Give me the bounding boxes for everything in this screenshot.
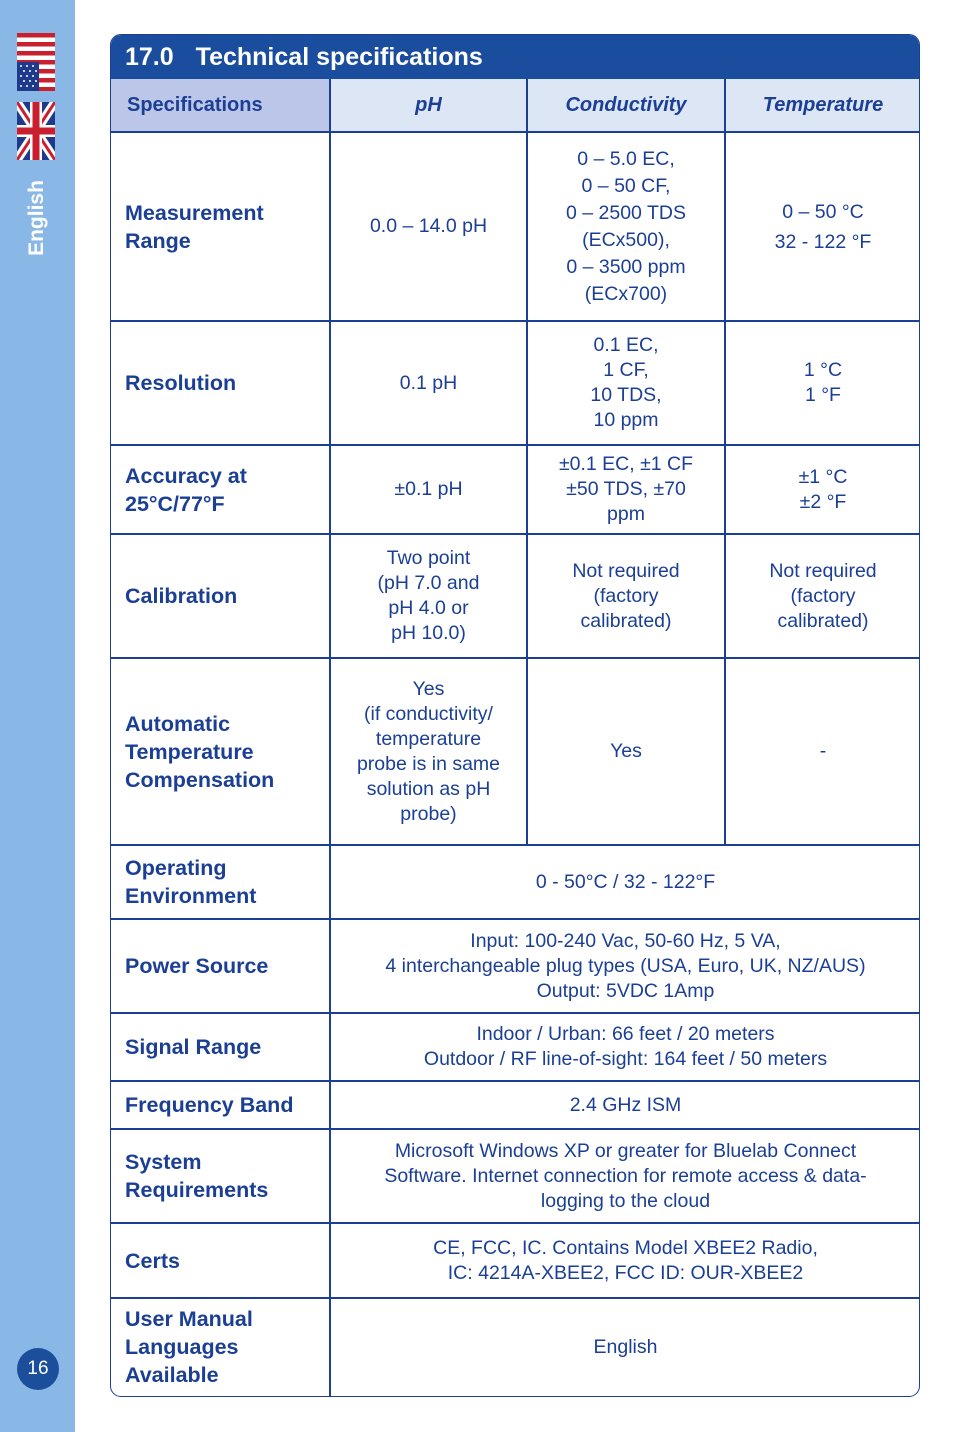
cell-calibration-ph: Two point (pH 7.0 and pH 4.0 or pH 10.0)	[377, 547, 480, 644]
grid-line	[111, 1128, 919, 1130]
cell-measurement-range-conductivity: 0 – 5.0 EC, 0 – 50 CF, 0 – 2500 TDS (ECx500), 0 – 3500 ppm (ECx700)	[566, 147, 686, 305]
row-label-system-requirements: System Requirements	[125, 1150, 269, 1202]
cell-power-source: Input: 100-240 Vac, 50-60 Hz, 5 VA, 4 interchangeable plug types (USA, Euro, UK, NZ/AUS) Output: 5VDC 1Amp	[385, 929, 866, 1002]
grid-line	[111, 320, 919, 322]
row-label-user-manual-languages: User Manual Languages Available	[125, 1307, 253, 1387]
grid-line	[111, 918, 919, 920]
cell-measurement-range-ph: 0.0 – 14.0 pH	[369, 215, 488, 237]
section-title: Technical specifications	[195, 42, 483, 71]
row-label-frequency-band: Frequency Band	[125, 1093, 294, 1117]
section-title-bar	[111, 35, 919, 79]
row-label-operating-environment: Operating Environment	[125, 856, 257, 908]
row-label-resolution: Resolution	[125, 371, 237, 395]
grid-line	[111, 444, 919, 446]
cell-frequency-band: 2.4 GHz ISM	[569, 1093, 682, 1116]
row-label-signal-range: Signal Range	[125, 1035, 262, 1059]
cell-calibration-conductivity: Not required (factory calibrated)	[572, 559, 680, 632]
cell-atc-ph: Yes (if conductivity/ temperature probe is in same solution as pH probe)	[356, 677, 501, 825]
cell-resolution-conductivity: 0.1 EC, 1 CF, 10 TDS, 10 ppm	[590, 334, 662, 431]
header-ph: pH	[330, 79, 527, 132]
cell-resolution-temperature: 1 °C 1 °F	[803, 359, 843, 406]
language-label: English	[25, 180, 48, 256]
row-label-accuracy: Accuracy at 25°C/77°F	[125, 463, 247, 516]
header-temperature: Temperature	[725, 79, 920, 132]
grid-line	[111, 1012, 919, 1014]
page-number: 16	[17, 1348, 59, 1390]
row-label-measurement-range: Measurement Range	[125, 200, 264, 253]
grid-line	[111, 657, 919, 659]
cell-certs: CE, FCC, IC. Contains Model XBEE2 Radio, IC: 4214A-XBEE2, FCC ID: OUR-XBEE2	[433, 1236, 818, 1284]
specifications-panel	[110, 34, 920, 1397]
grid-line	[111, 131, 919, 133]
section-number: 17.0	[125, 42, 174, 71]
cell-atc-conductivity: Yes	[610, 740, 642, 762]
uk-flag-icon[interactable]	[17, 102, 55, 160]
sidebar	[0, 0, 75, 1432]
grid-line	[111, 1222, 919, 1224]
row-label-calibration: Calibration	[125, 584, 238, 608]
grid-line	[111, 533, 919, 535]
row-label-power-source: Power Source	[125, 954, 269, 978]
row-label-atc: Automatic Temperature Compensation	[125, 711, 275, 792]
grid-line	[111, 844, 919, 846]
cell-accuracy-temperature: ±1 °C ±2 °F	[798, 465, 848, 513]
grid-line	[329, 79, 331, 1396]
header-specifications: Specifications	[111, 79, 330, 132]
row-label-certs: Certs	[125, 1248, 180, 1273]
cell-calibration-temperature: Not required (factory calibrated)	[769, 559, 877, 632]
cell-atc-temperature: -	[819, 740, 827, 762]
cell-accuracy-ph: ±0.1 pH	[394, 478, 463, 500]
grid-line	[111, 1080, 919, 1082]
grid-line	[526, 79, 528, 845]
cell-user-manual-languages: English	[593, 1335, 658, 1358]
cell-accuracy-conductivity: ±0.1 EC, ±1 CF ±50 TDS, ±70 ppm	[558, 453, 694, 525]
cell-resolution-ph: 0.1 pH	[399, 371, 458, 394]
header-conductivity: Conductivity	[527, 79, 725, 132]
cell-system-requirements: Microsoft Windows XP or greater for Bluelab Connect Software. Internet connection for remote access & data- logging to the cloud	[384, 1139, 867, 1212]
cell-signal-range: Indoor / Urban: 66 feet / 20 meters Outdoor / RF line-of-sight: 164 feet / 50 meters	[423, 1023, 828, 1070]
cell-measurement-range-temperature: 0 – 50 °C 32 - 122 °F	[774, 200, 872, 253]
cell-operating-environment: 0 - 50°C / 32 - 122°F	[535, 870, 716, 893]
grid-line	[111, 1297, 919, 1299]
grid-line	[724, 79, 726, 845]
us-flag-icon[interactable]	[17, 33, 55, 91]
